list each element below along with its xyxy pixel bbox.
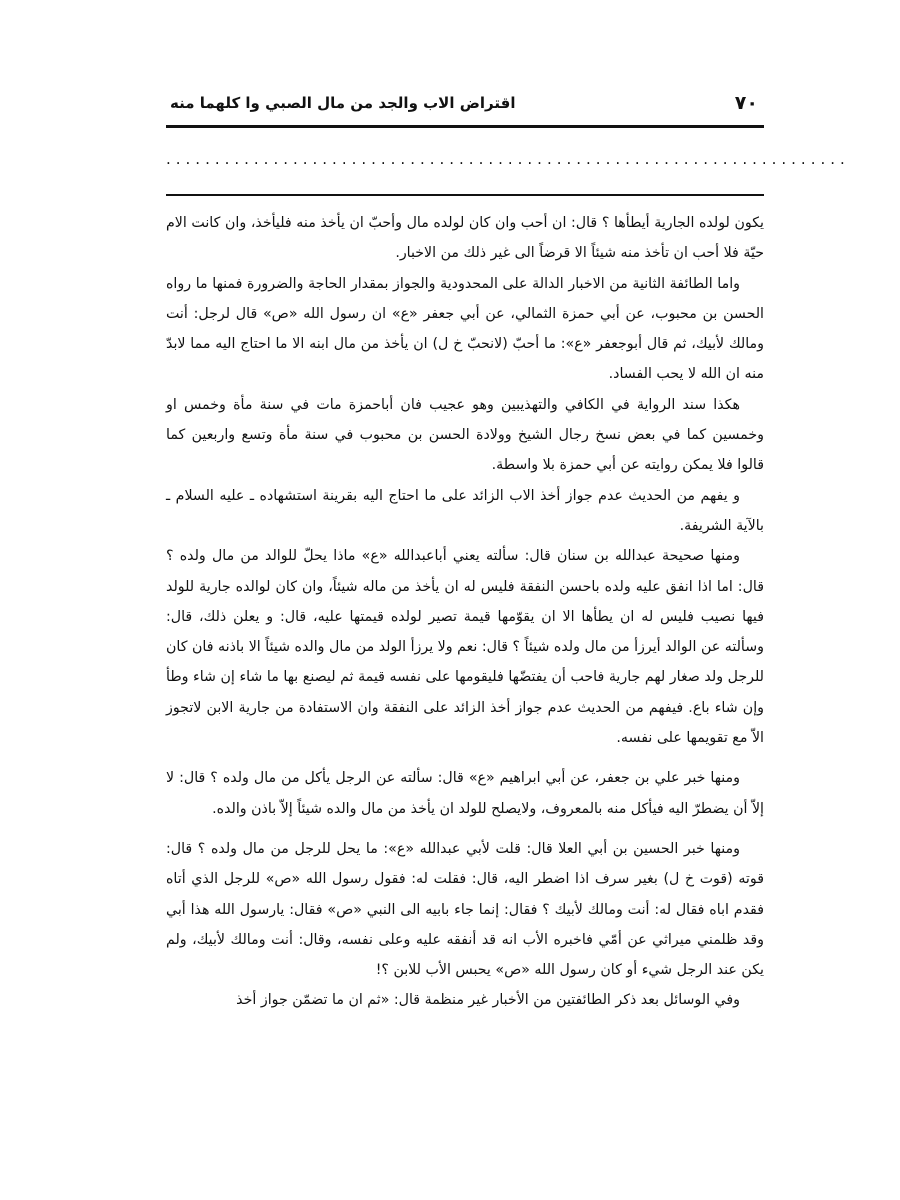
paragraph-6: ومنها خبر علي بن جعفر، عن أبي ابراهيم «ع» قال: سألته عن الرجل يأكل من مال ولده ؟ قال: لا إلاّ أن يضطرّ اليه فيأكل منه بالمعروف، ولايصلح للولد ان يأخذ من مال والده شيئاً إلاّ باذن والده. — [166, 770, 764, 817]
paragraph-7: ومنها خبر الحسين بن أبي العلا قال: قلت لأبي عبدالله «ع»: ما يحل للرجل من مال ولده ؟ قال: قوته (قوت خ ل) بغير سرف اذا اضطر اليه، قال: فقلت له: فقول رسول الله «ص» للرجل الذي أتاه فقدم اباه فقال له: أنت ومالك لأبيك ؟ فقال: إنما جاء بابيه الى النبي «ص» فقال: يارسول الله هذا أبي وقد ظلمني ميراثي عن أمّي فاخبره الأب انه قد أنفقه عليه وعلى نفسه، وقال: أنت ومالك لأبيك، ولم يكن عند الرجل شيء أو كان رسول الله «ص» يحبس الأب للابن ؟! — [166, 840, 764, 979]
header-rule — [166, 125, 764, 128]
paragraph-3: هكذا سند الرواية في الكافي والتهذيبين وهو عجيب فان أباحمزة مات في سنة مأة وخمس او وخمسين كما في بعض نسخ رجال الشيخ وولادة الحسن بن محبوب في سنة مأة وتسع واربعين كما قالوا فلا يمكن روايته عن أبي حمزة بلا واسطة. — [166, 396, 764, 474]
page-header — [166, 88, 764, 122]
running-title: اقتراض الاب والجد من مال الصبي وا كلهما منه — [170, 94, 516, 112]
page-number: ٧٠ — [734, 92, 758, 114]
paragraph-8: وفي الوسائل بعد ذكر الطائفتين من الأخبار غير منظمة قال: «ثم ان ما تضمّن جواز أخذ — [236, 992, 740, 1009]
paragraph-1: يكون لولده الجارية أيطأها ؟ قال: ان أحب وان كان لولده مال وأحبّ ان يأخذ منه فليأخذ، وان كانت الام حيّة فلا أحب ان تأخذ منه شيئاً الا قرضاً الى غير ذلك من الاخبار. — [166, 215, 764, 262]
dotted-separator: ...................................................................... — [166, 150, 850, 168]
separator-rule — [166, 194, 764, 196]
paragraph-2: واما الطائفة الثانية من الاخبار الدالة على المحدودية والجواز بمقدار الحاجة والضرورة فمنها ما رواه الحسن بن محبوب، عن أبي حمزة الثمالي، عن أبي جعفر «ع» ان رسول الله «ص» قال لرجل: أنت ومالك لأبيك، ثم قال أبوجعفر «ع»: ما أحبّ (لانحبّ خ ل) ان يأخذ من مال ابنه الا ما احتاج اليه مما لابدّ منه ان الله لا يحب الفساد. — [166, 275, 764, 383]
paragraph-5: ومنها صحيحة عبدالله بن سنان قال: سألته يعني أباعبدالله «ع» ماذا يحلّ للوالد من مال ولده ؟ قال: اما اذا انفق عليه ولده باحسن النفقة فليس له ان يأخذ من ماله شيئاً، وان كان لوالده جارية للولد فيها نصيب فليس له ان يطأها الا ان يقوّمها قيمة تصير لولده قيمتها عليه، قال: و يعلن ذلك، قال: وسألته عن الوالد أيرزأ من مال ولده شيئاً ؟ قال: نعم ولا يرزأ الولد من مال والده شيئاً الا باذنه فان كان للرجل ولد صغار لهم جارية فاحب أن يفتضّها فليقومها على نفسه قيمة ثم ليصنع بها ما شاء إن شاء وطأ وإن شاء باع. فيفهم من الحديث عدم جواز أخذ الزائد على النفقة وان الاستفادة من جارية الابن لاتجوز الاّ مع تقويمها على نفسه. — [166, 548, 764, 747]
body-text — [166, 208, 764, 1016]
paragraph-4: و يفهم من الحديث عدم جواز أخذ الاب الزائد على ما احتاج اليه بقرينة استشهاده ـ عليه السلام ـ بالآية الشريفة. — [166, 487, 764, 534]
